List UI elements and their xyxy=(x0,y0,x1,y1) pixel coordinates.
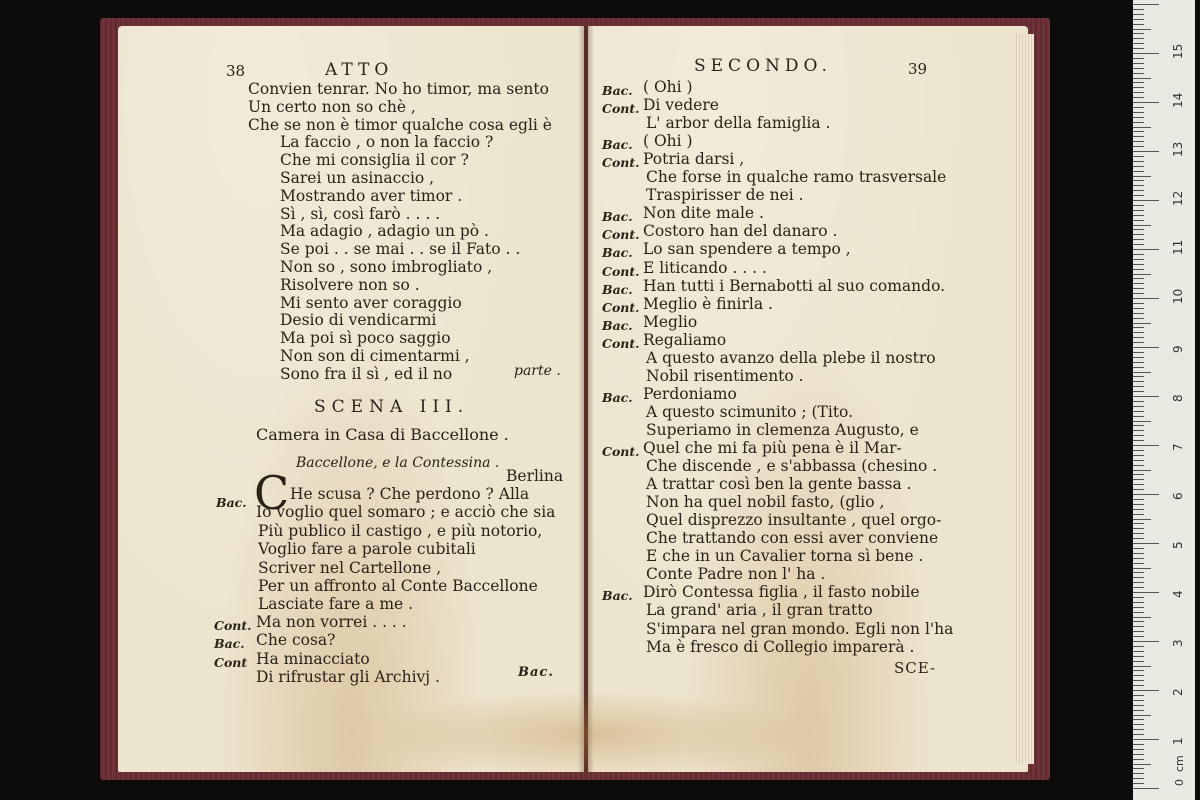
speaker-label: Cont xyxy=(214,654,248,670)
verse-line: La faccio , o non la faccio ? xyxy=(280,133,494,152)
ruler-tick xyxy=(1133,249,1159,250)
ruler-tick xyxy=(1133,122,1144,123)
ruler-tick xyxy=(1133,78,1151,79)
speech-line: Lasciate fare a me . xyxy=(258,595,414,614)
ruler-tick xyxy=(1133,587,1144,588)
ruler-tick xyxy=(1133,97,1144,98)
ruler-tick xyxy=(1133,465,1144,466)
dialogue-line: S'impara nel gran mondo. Egli non l'ha xyxy=(646,619,954,638)
ruler-tick xyxy=(1133,283,1144,284)
ruler-tick xyxy=(1133,421,1151,422)
verse-line: Convien tenrar. No ho timor, ma sento xyxy=(248,80,549,98)
ruler-tick xyxy=(1133,749,1144,750)
ruler-tick xyxy=(1133,372,1151,373)
exit-cue: parte . xyxy=(514,363,561,379)
right-running-head: SECONDO. xyxy=(694,56,832,76)
verse-line: Ma adagio , adagio un pò . xyxy=(280,222,489,241)
ruler-tick xyxy=(1133,705,1144,706)
ruler-tick xyxy=(1133,582,1144,583)
ruler-tick xyxy=(1133,229,1144,230)
ruler-tick xyxy=(1133,489,1144,490)
ruler-tick xyxy=(1133,38,1144,39)
ruler-tick xyxy=(1133,778,1144,779)
ruler-number: 5 xyxy=(1171,541,1185,549)
ruler-tick xyxy=(1133,528,1144,529)
dialogue-line: Quel disprezzo insultante , quel orgo- xyxy=(646,511,942,530)
ruler-tick xyxy=(1133,734,1144,735)
ruler-tick xyxy=(1133,470,1151,471)
verse-line: Non so , sono imbrogliato , xyxy=(280,258,493,276)
ruler-tick xyxy=(1133,607,1144,608)
dialogue-line: Che forse in qualche ramo trasversale xyxy=(646,168,947,187)
ruler-tick xyxy=(1133,764,1151,765)
ruler-number: 12 xyxy=(1171,190,1185,206)
verse-line: Sono fra il sì , ed il no xyxy=(280,364,453,383)
ruler-tick xyxy=(1133,102,1159,103)
ruler-tick xyxy=(1133,376,1144,377)
ruler-tick xyxy=(1133,332,1144,333)
ruler-tick xyxy=(1133,715,1151,716)
ruler-tick xyxy=(1133,318,1144,319)
speaker-label: Bac. xyxy=(602,588,633,604)
ruler-tick xyxy=(1133,43,1144,44)
speaker-label: Bac. xyxy=(602,281,633,297)
ruler-tick xyxy=(1133,234,1144,235)
speech-line: Voglio fare a parole cubitali xyxy=(258,540,476,559)
dialogue-line: E che in un Cavalier torna sì bene . xyxy=(646,547,924,566)
dialogue-line: Non dite male . xyxy=(643,204,764,223)
ruler-tick xyxy=(1133,29,1151,30)
verse-line: Mi sento aver coraggio xyxy=(280,293,462,312)
ruler-tick xyxy=(1133,538,1144,539)
ruler-tick xyxy=(1133,739,1159,740)
ruler-tick xyxy=(1133,445,1159,446)
ruler-tick xyxy=(1133,504,1144,505)
dialogue-line: Ha minacciato xyxy=(256,649,370,668)
ruler-tick xyxy=(1133,293,1144,294)
ruler-tick xyxy=(1133,675,1144,676)
dialogue-line: E liticando . . . . xyxy=(643,258,767,277)
ruler-tick xyxy=(1133,141,1144,142)
speech-line: He scusa ? Che perdono ? Alla xyxy=(290,485,530,503)
speaker-label: Bac. xyxy=(602,83,633,98)
ruler-tick xyxy=(1133,136,1144,137)
page-edges xyxy=(1016,34,1034,764)
ruler-tick xyxy=(1133,484,1144,485)
ruler-tick xyxy=(1133,572,1144,573)
ruler-tick xyxy=(1133,4,1159,5)
dialogue-line: Meglio è finirla . xyxy=(643,294,773,313)
speaker-label: Bac. xyxy=(216,495,247,510)
ruler-tick xyxy=(1133,509,1144,510)
speech-line: Io voglio quel somaro ; e acciò che sia xyxy=(256,503,556,522)
water-stain xyxy=(370,690,810,780)
ruler-number: 9 xyxy=(1171,345,1185,353)
ruler-tick xyxy=(1133,460,1144,461)
ruler-tick xyxy=(1133,24,1144,25)
ruler-tick xyxy=(1133,190,1144,191)
scene-place: Camera in Casa di Baccellone . xyxy=(256,425,509,444)
ruler-tick xyxy=(1133,788,1159,789)
dialogue-line: La grand' aria , il gran tratto xyxy=(646,601,873,620)
ruler-tick xyxy=(1133,303,1144,304)
ruler-tick xyxy=(1133,636,1144,637)
ruler-tick xyxy=(1133,406,1144,407)
dialogue-line: Che trattando con essi aver conviene xyxy=(646,529,939,548)
left-page-number: 38 xyxy=(226,62,246,80)
ruler-tick xyxy=(1133,700,1144,701)
ruler-number: 13 xyxy=(1171,141,1185,157)
dialogue-line: A questo scimunito ; (Tito. xyxy=(646,402,854,421)
ruler-tick xyxy=(1133,82,1144,83)
speaker-label: Cont. xyxy=(602,155,640,171)
ruler-tick xyxy=(1133,156,1144,157)
dialogue-line: Ma è fresco di Collegio imparerà . xyxy=(646,637,915,656)
ruler-tick xyxy=(1133,391,1144,392)
dialogue-line: Non ha quel nobil fasto, (glio , xyxy=(646,493,885,512)
verse-line: Un certo non so chè , xyxy=(248,97,416,116)
ruler-tick xyxy=(1133,367,1144,368)
ruler-tick xyxy=(1133,166,1144,167)
ruler-tick xyxy=(1133,161,1144,162)
ruler-tick xyxy=(1133,220,1144,221)
ruler-tick xyxy=(1133,425,1144,426)
ruler-tick xyxy=(1133,14,1144,15)
ruler-tick xyxy=(1133,646,1144,647)
ruler-tick xyxy=(1133,651,1144,652)
dialogue-line: Meglio xyxy=(643,312,698,331)
ruler-tick xyxy=(1133,92,1144,93)
ruler-tick xyxy=(1133,401,1144,402)
ruler-tick xyxy=(1133,553,1144,554)
right-page-number: 39 xyxy=(908,60,928,78)
dialogue-line: L' arbor della famiglia . xyxy=(646,114,831,133)
ruler-tick xyxy=(1133,386,1144,387)
dialogue-line: A trattar così ben la gente bassa . xyxy=(646,475,912,494)
ruler-tick xyxy=(1133,215,1144,216)
speaker-label: Bac. xyxy=(602,245,633,261)
speech-line: Per un affronto al Conte Baccellone xyxy=(258,577,538,595)
ruler-tick xyxy=(1133,171,1144,172)
ruler-tick xyxy=(1133,479,1144,480)
speaker-label: Cont. xyxy=(602,263,640,279)
ruler-tick xyxy=(1133,180,1144,181)
ruler-number: 14 xyxy=(1171,92,1185,108)
ruler-tick xyxy=(1133,33,1144,34)
ruler-unit: cm xyxy=(1173,755,1186,772)
ruler-tick xyxy=(1133,259,1144,260)
ruler-tick xyxy=(1133,313,1144,314)
ruler-tick xyxy=(1133,176,1151,177)
ruler-tick xyxy=(1133,670,1144,671)
ruler-tick xyxy=(1133,396,1159,397)
ruler-tick xyxy=(1133,195,1144,196)
ruler-tick xyxy=(1133,710,1144,711)
ruler-tick xyxy=(1133,435,1144,436)
ruler-tick xyxy=(1133,523,1144,524)
verse-line: Che se non è timor qualche cosa egli è xyxy=(248,115,552,134)
speaker-label: Cont. xyxy=(214,618,252,633)
ruler-tick xyxy=(1133,773,1144,774)
verse-line: Mostrando aver timor . xyxy=(280,186,463,205)
ruler-tick xyxy=(1133,381,1144,382)
speaker-label: Bac. xyxy=(602,389,633,405)
speaker-label: Cont. xyxy=(602,227,640,243)
dialogue-line: Costoro han del danaro . xyxy=(643,222,838,241)
ruler-tick xyxy=(1133,494,1159,495)
ruler-tick xyxy=(1133,200,1159,201)
catchword-right: SCE- xyxy=(894,659,937,677)
dialogue-line: Che discende , e s'abbassa (chesino . xyxy=(646,457,938,476)
dialogue-line: ( Ohi ) xyxy=(643,78,693,96)
ruler-tick xyxy=(1133,568,1151,569)
dialogue-line: Conte Padre non l' ha . xyxy=(646,565,826,584)
ruler-tick xyxy=(1133,146,1144,147)
line-tail: Berlina xyxy=(506,467,564,485)
ruler-tick xyxy=(1133,533,1144,534)
verse-line: Sì , sì, così farò . . . . xyxy=(280,204,441,223)
ruler-tick xyxy=(1133,499,1144,500)
speaker-label: Cont. xyxy=(602,444,640,459)
ruler-number: 8 xyxy=(1171,394,1185,402)
ruler-tick xyxy=(1133,754,1144,755)
ruler-tick xyxy=(1133,68,1144,69)
ruler-tick xyxy=(1133,73,1144,74)
dialogue-line: Potria darsi , xyxy=(643,150,745,169)
ruler-zero-label: 0 xyxy=(1173,779,1186,786)
ruler-tick xyxy=(1133,602,1144,603)
measuring-ruler xyxy=(1133,0,1195,800)
dialogue-line: Regaliamo xyxy=(643,330,727,349)
ruler-tick xyxy=(1133,205,1144,206)
dialogue-line: Di vedere xyxy=(643,96,719,115)
ruler-tick xyxy=(1133,278,1144,279)
dialogue-line: Han tutti i Bernabotti al suo comando. xyxy=(643,276,946,295)
ruler-number: 11 xyxy=(1171,239,1185,255)
ruler-tick xyxy=(1133,592,1159,593)
ruler-number: 4 xyxy=(1171,590,1185,598)
ruler-tick xyxy=(1133,112,1144,113)
dialogue-line: Ma non vorrei . . . . xyxy=(256,613,407,631)
ruler-tick xyxy=(1133,58,1144,59)
ruler-number: 1 xyxy=(1171,737,1185,745)
dialogue-line: Dirò Contessa figlia , il fasto nobile xyxy=(643,583,920,602)
speech-line: Più publico il castigo , e più notorio, xyxy=(258,521,543,540)
ruler-tick xyxy=(1133,185,1144,186)
ruler-number: 3 xyxy=(1171,639,1185,647)
ruler-tick xyxy=(1133,690,1159,691)
left-running-head: ATTO xyxy=(325,60,394,80)
ruler-tick xyxy=(1133,9,1144,10)
ruler-tick xyxy=(1133,416,1144,417)
ruler-tick xyxy=(1133,474,1144,475)
ruler-tick xyxy=(1133,337,1144,338)
catchword-left: Bac. xyxy=(518,665,554,680)
dialogue-line: ( Ohi ) xyxy=(643,132,693,151)
ruler-tick xyxy=(1133,254,1144,255)
ruler-tick xyxy=(1133,514,1144,515)
ruler-tick xyxy=(1133,117,1144,118)
ruler-number: 2 xyxy=(1171,688,1185,696)
ruler-tick xyxy=(1133,288,1144,289)
speaker-label: Cont. xyxy=(602,335,640,351)
speech-line: Scriver nel Cartellone , xyxy=(258,558,442,577)
scene-title: SCENA III. xyxy=(314,397,470,417)
ruler-tick xyxy=(1133,680,1144,681)
ruler-tick xyxy=(1133,744,1144,745)
ruler-tick xyxy=(1133,577,1144,578)
ruler-tick xyxy=(1133,759,1144,760)
ruler-tick xyxy=(1133,352,1144,353)
dialogue-line: Lo san spendere a tempo , xyxy=(643,240,851,259)
ruler-tick xyxy=(1133,239,1144,240)
book-gutter xyxy=(578,26,594,772)
ruler-tick xyxy=(1133,19,1144,20)
ruler-tick xyxy=(1133,783,1144,784)
ruler-tick xyxy=(1133,631,1144,632)
ruler-tick xyxy=(1133,225,1151,226)
ruler-tick xyxy=(1133,543,1159,544)
speaker-label: Bac. xyxy=(214,636,245,652)
ruler-tick xyxy=(1133,327,1144,328)
ruler-tick xyxy=(1133,558,1144,559)
ruler-tick xyxy=(1133,357,1144,358)
ruler-number: 6 xyxy=(1171,492,1185,500)
ruler-tick xyxy=(1133,347,1159,348)
dialogue-line: Traspirisser de nei . xyxy=(646,186,804,205)
drop-capital: C xyxy=(254,466,290,520)
ruler-tick xyxy=(1133,519,1151,520)
ruler-tick xyxy=(1133,342,1144,343)
dialogue-line: Perdoniamo xyxy=(643,384,737,403)
ruler-tick xyxy=(1133,269,1144,270)
ruler-tick xyxy=(1133,411,1144,412)
ruler-tick xyxy=(1133,641,1159,642)
dialogue-line: Di rifrustar gli Archivj . xyxy=(256,668,440,687)
ruler-tick xyxy=(1133,695,1144,696)
ruler-tick xyxy=(1133,323,1151,324)
speaker-label: Bac. xyxy=(602,209,633,225)
ruler-tick xyxy=(1133,626,1144,627)
ruler-tick xyxy=(1133,131,1144,132)
ruler-tick xyxy=(1133,597,1144,598)
ruler-tick xyxy=(1133,430,1144,431)
scene-characters: Baccellone, e la Contessina . xyxy=(296,455,500,471)
ruler-number: 7 xyxy=(1171,443,1185,451)
verse-line: Sarei un asinaccio , xyxy=(280,169,435,187)
verse-line: Non son di cimentarmi , xyxy=(280,347,470,365)
dialogue-line: Quel che mi fa più pena è il Mar- xyxy=(643,439,902,457)
ruler-tick xyxy=(1133,63,1144,64)
ruler-tick xyxy=(1133,661,1144,662)
ruler-tick xyxy=(1133,440,1144,441)
ruler-tick xyxy=(1133,127,1151,128)
verse-line: Se poi . . se mai . . se il Fato . . xyxy=(280,240,521,259)
ruler-tick xyxy=(1133,455,1144,456)
dialogue-line: Superiamo in clemenza Augusto, e xyxy=(646,420,919,439)
ruler-tick xyxy=(1133,107,1144,108)
speaker-label: Bac. xyxy=(602,317,633,333)
dialogue-line: Che cosa? xyxy=(256,631,336,650)
dialogue-line: A questo avanzo della plebe il nostro xyxy=(646,348,936,367)
verse-line: Ma poi sì poco saggio xyxy=(280,329,451,348)
ruler-tick xyxy=(1133,298,1159,299)
ruler-tick xyxy=(1133,563,1144,564)
ruler-tick xyxy=(1133,87,1144,88)
ruler-tick xyxy=(1133,656,1144,657)
ruler-tick xyxy=(1133,264,1144,265)
speaker-label: Cont. xyxy=(602,299,640,315)
ruler-tick xyxy=(1133,617,1151,618)
ruler-tick xyxy=(1133,362,1144,363)
ruler-tick xyxy=(1133,308,1144,309)
ruler-tick xyxy=(1133,685,1144,686)
ruler-tick xyxy=(1133,621,1144,622)
ruler-tick xyxy=(1133,48,1144,49)
ruler-tick xyxy=(1133,724,1144,725)
ruler-tick xyxy=(1133,274,1151,275)
ruler-tick xyxy=(1133,53,1159,54)
dialogue-line: Nobil risentimento . xyxy=(646,366,804,385)
ruler-number: 10 xyxy=(1171,288,1185,304)
verse-line: Che mi consiglia il cor ? xyxy=(280,151,469,170)
ruler-tick xyxy=(1133,548,1144,549)
ruler-tick xyxy=(1133,768,1144,769)
ruler-tick xyxy=(1133,244,1144,245)
speaker-label: Bac. xyxy=(602,137,633,153)
verse-line: Desio di vendicarmi xyxy=(280,311,437,330)
verse-line: Risolvere non so . xyxy=(280,275,420,294)
ruler-number: 15 xyxy=(1171,43,1185,59)
ruler-tick xyxy=(1133,450,1144,451)
ruler-tick xyxy=(1133,151,1159,152)
ruler-tick xyxy=(1133,612,1144,613)
speaker-label: Cont. xyxy=(602,101,640,117)
ruler-tick xyxy=(1133,210,1144,211)
ruler-tick xyxy=(1133,666,1151,667)
ruler-tick xyxy=(1133,719,1144,720)
ruler-tick xyxy=(1133,729,1144,730)
